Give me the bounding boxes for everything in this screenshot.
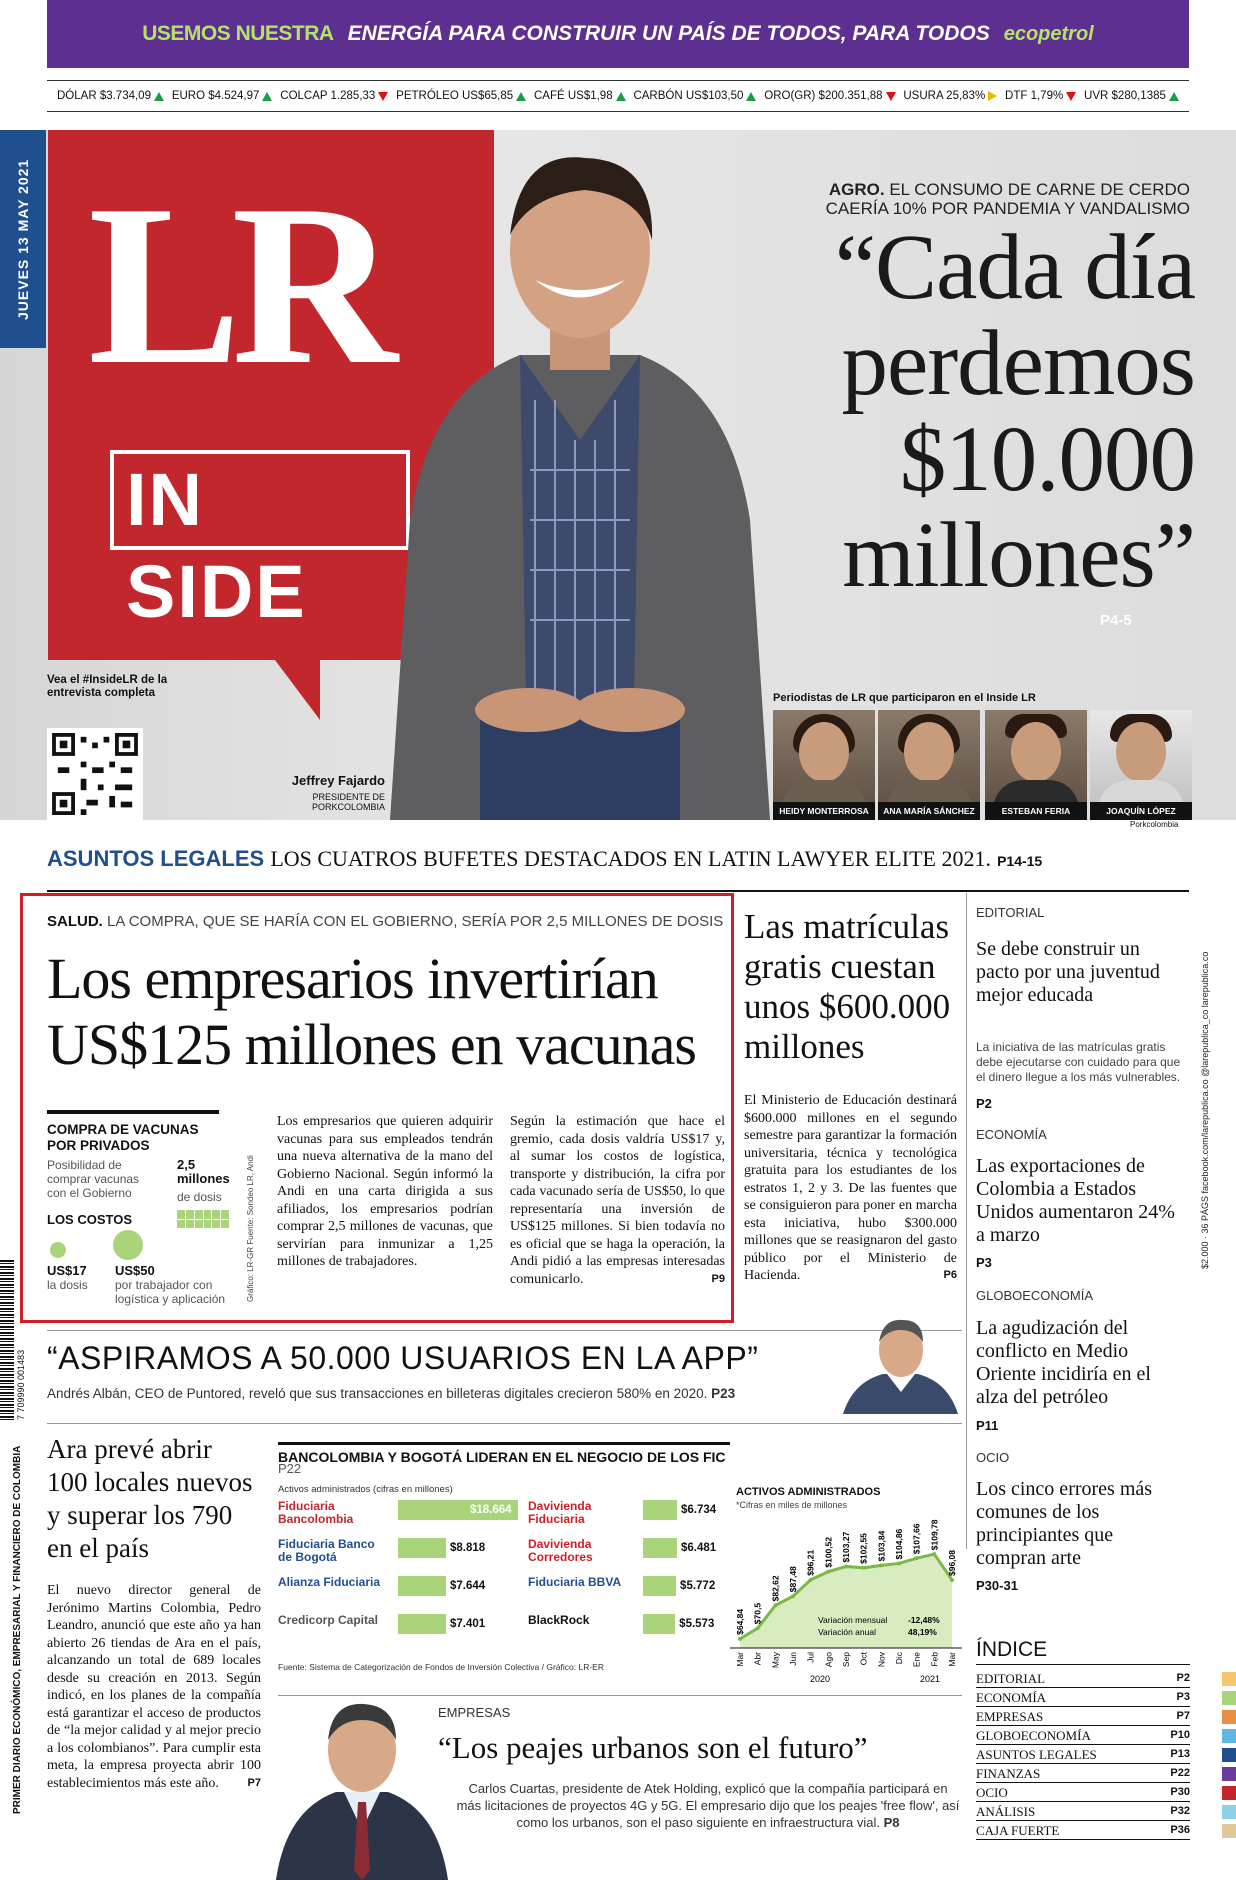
ecopetrol-banner-ad[interactable] [47,0,1189,68]
index-row[interactable] [976,1765,1190,1783]
activos-point [897,1561,901,1565]
index-page: P2 [1176,1672,1190,1684]
newspaper-tagline: PRIMER DIARIO ECONÓMICO, EMPRESARIAL Y FINANCIERO DE COLOMBIA [12,1445,23,1815]
aspiramos-page: P23 [711,1386,736,1401]
index-section: ASUNTOS LEGALES [976,1747,1097,1762]
activos-value-label: $107,66 [911,1523,922,1555]
agro-kicker-line[interactable] [770,180,1190,218]
ticker-value: USURA 25,83% [903,90,986,102]
divider [47,1423,962,1424]
aspiramos-person-photo [843,1312,958,1414]
inside-logo-text: IN SIDE [110,450,410,550]
main-story-kicker-line [47,913,723,930]
activos-month-label: Mar [735,1652,745,1667]
index-row[interactable] [976,1708,1190,1726]
index-row[interactable] [976,1803,1190,1821]
infographic-title: COMPRA DE VACUNAS POR PRIVADOS [47,1122,199,1153]
fic-category-label: BlackRock [528,1613,590,1627]
matriculas-page: P6 [943,1269,957,1281]
activos-month-label: Sep [841,1652,851,1668]
index-section: ANÁLISIS [976,1804,1036,1819]
divider [47,1330,962,1331]
section-divider [47,890,1189,892]
asuntos-legales-teaser[interactable] [47,846,1042,872]
index-page: P30 [1170,1786,1190,1798]
activos-month-label: Mar [947,1652,957,1667]
activos-value-label: $102,55 [858,1533,869,1564]
ticker-value: DÓLAR $3.734,09 [57,90,151,102]
sidebar-section-label: ECONOMÍA [976,1127,1047,1142]
empresas-summary-text: Carlos Cuartas, presidente de Atek Holding, explicó que la compañía participará en más licitaciones de proyectos 4G y 5G. El empresario dijo que los peajes 'free flow', así como los urbanos, son el paso siguiente en infraestructura vial. [456,1781,960,1830]
index-page: P3 [1176,1691,1190,1703]
sidebar-headline[interactable]: La agudización del conflicto en Medio Oriente incidiría en el alza del petróleo [976,1317,1151,1408]
sidebar-divider [966,893,967,1549]
main-headline[interactable]: Los empresarios invertirían US$125 millones en vacunas [47,946,696,1077]
index-row[interactable] [976,1822,1190,1840]
sidebar-page: P11 [976,1418,999,1433]
index-row[interactable] [976,1784,1190,1802]
hero-person-name: Jeffrey Fajardo [291,773,385,788]
activos-value-label: $96,08 [947,1550,957,1577]
index-color-tab [1222,1805,1236,1819]
sidebar-section-label: GLOBOECONOMÍA [976,1288,1094,1303]
arrow-up-icon [154,92,164,101]
arrow-up-icon [1169,92,1179,101]
speech-bubble-tail [260,640,320,720]
matriculas-body [744,1092,957,1285]
agro-kicker: AGRO. [828,180,885,199]
activos-value-label: $96,21 [805,1549,816,1576]
index-color-tab [1222,1691,1236,1705]
index-row[interactable] [976,1727,1190,1745]
arrow-up-icon [746,92,756,101]
photo-credit: Porkcolombia [1130,820,1179,829]
hero-page-ref: P4-5 [1100,612,1132,629]
index-color-tab [1222,1748,1236,1762]
activos-point [915,1556,919,1560]
activos-value-label: $87,48 [788,1566,798,1593]
journalists-label: Periodistas de LR que participaron en el Inside LR [773,692,1036,704]
sidebar-summary: La iniciativa de las matrículas gratis debe ejecutarse con cuidado para que el dinero llegue a los más vulnerables. [976,1040,1181,1084]
empresas-page: P8 [883,1815,900,1830]
fic-chart-source: Fuente: Sistema de Categorización de Fondos de Inversión Colectiva / Gráfico: LR-ER [278,1662,604,1672]
ticker-value: EURO $4.524,97 [171,90,260,102]
cost-per-worker: US$50 [115,1263,155,1278]
journalist-photo [985,710,1087,820]
sidebar-page: P2 [976,1096,992,1111]
activos-point [879,1563,883,1567]
agro-kicker-text: EL CONSUMO DE CARNE DE CERDO CAERÍA 10% POR PANDEMIA Y VANDALISMO [825,180,1190,218]
ticker-item [280,90,388,102]
activos-chart-subtitle: *Cifras en miles de millones [736,1500,848,1510]
journalist-name: JOAQUÍN LÓPEZ [1090,802,1192,820]
fic-category-label: Fiduciaria Banco de Bogotá [278,1537,375,1564]
arrow-down-icon [1066,92,1076,101]
ticker-value: ORO(GR) $200.351,88 [764,90,883,102]
hero-person-role: PRESIDENTE DE PORKCOLOMBIA [311,792,385,812]
arrow-up-icon [516,92,526,101]
fic-value-label: $5.772 [680,1580,716,1592]
ticker-value: DTF 1,79% [1005,90,1064,102]
matriculas-body-text: El Ministerio de Educación destinará $600.000 millones en el segundo semestre para garantizar la formación universitaria, técnica y tecnológica gratuita para los estudiantes de los estratos 1, 2 y 3. De las fuentes que se consiguieron para poner en marcha esta iniciativa, hubo $300.000 millones que se reasignaron del gasto público por el Ministerio de Hacienda. [744,1093,957,1283]
index-section: CAJA FUERTE [976,1823,1060,1838]
activos-value-label: $109,78 [929,1519,940,1551]
activos-point [791,1594,795,1598]
arrow-right-icon [988,91,997,101]
index-section: GLOBOECONOMÍA [976,1728,1091,1743]
ara-headline[interactable]: Ara prevé abrir 100 locales nuevos y superar los 790 en el país [47,1434,253,1563]
aspiramos-summary [47,1386,735,1401]
ticker-item [57,90,164,102]
ticker-item [396,90,526,102]
fic-category-label: Fiduciaria BBVA [528,1575,622,1589]
main-kicker: SALUD. [47,913,103,930]
index-page: P7 [1176,1710,1190,1722]
ara-body-text: El nuevo director general de Jerónimo Martins Colombia, Pedro Leandro, anunció que este año ya han abierto 26 tiendas de Ara en el país, alcanzando un total de 689 locales desde su creación en 2013. Según indicó, en los planes de la compañía está garantizar el acceso de productos de “la mejor calidad y al mejor precio a los colombianos”. Para cumplir esta meta, la empresa proyecta abrir 100 establecimientos más este año. [47,1583,261,1791]
index-title: ÍNDICE [976,1638,1048,1661]
main-story-col2-text: Según la estimación que hace el gremio, cada dosis valdría US$17 y, al sumar los costos de logística, transporte y distribución, la cifra por cada vacunado sería de US$50, lo que representaría una inversión de US$125 millones. Si bien todavía no es oficial que se haga la operación, la Andi pidió a las empresas interesadas comunicarlo. [510,1114,725,1287]
dose-label: de dosis [177,1190,222,1204]
activos-month-label: Jun [788,1652,798,1666]
dose-grid-icon [177,1210,229,1228]
main-story-col1: Los empresarios que quieren adquirir vacunas para sus empleados tendrán una nueva alternativa de la mano del Gobierno Nacional. Según informó la Andi en una carta dirigida a sus afiliados, los empresarios podrían comprar 2,5 millones de vacunas, que servirían para inmunizar a 1,25 millones de trabajadores. [277,1114,493,1269]
ticker-value: PETRÓLEO US$65,85 [396,90,514,102]
ticker-item [1005,90,1076,102]
asuntos-kicker: ASUNTOS LEGALES [47,846,265,871]
video-callout: Vea el #InsideLR de la entrevista completa [47,674,168,699]
sidebar-page: P30-31 [976,1578,1018,1593]
fic-value-label: $7.401 [450,1618,486,1630]
activos-month-label: Feb [929,1652,940,1667]
fic-bar [643,1500,677,1520]
barcode-icon [0,1260,14,1420]
cost-per-dose: US$17 [47,1263,87,1278]
ticker-item [633,90,756,102]
ticker-item [903,90,997,102]
activos-chart-title: ACTIVOS ADMINISTRADOS [736,1486,881,1498]
index-section: ECONOMÍA [976,1690,1047,1705]
fic-bar [643,1614,675,1634]
activos-value-label: $100,52 [823,1536,834,1568]
barcode-number: 7 709990 001483 [16,1349,26,1420]
activos-month-label: Abr [752,1652,763,1666]
matriculas-headline[interactable]: Las matrículas gratis cuestan unos $600.000 millones [744,907,951,1066]
infographic-subtitle: Posibilidad de comprar vacunas con el Gobierno [47,1158,140,1200]
activos-note-value: 48,19% [908,1627,937,1637]
ticker-value: CARBÓN US$103,50 [633,90,744,102]
asuntos-page: P14-15 [997,853,1043,869]
activos-month-label: Jul [805,1652,816,1663]
activos-value-label: $70,5 [752,1602,763,1625]
activos-month-label: May [770,1652,781,1669]
empresas-person-photo [276,1680,448,1880]
fic-category-label: Fiduciaria Bancolombia [278,1499,354,1526]
fic-chart-ylabel: Activos administrados (cifras en millones) [278,1484,453,1495]
ticker-item [534,90,626,102]
arrow-up-icon [616,92,626,101]
journalist-name: HEIDY MONTERROSA [773,802,875,820]
market-ticker [47,80,1189,112]
ticker-value: CAFÉ US$1,98 [533,90,613,102]
empresas-section-label: EMPRESAS [438,1705,511,1720]
edition-date: JUEVES 13 MAY 2021 [0,130,46,348]
journalist-photo [878,710,980,820]
activos-month-label: Dic [894,1652,904,1665]
hero-quote-headline[interactable]: “Cada día perdemos $10.000 millones” [834,216,1195,607]
activos-point [773,1603,777,1607]
sidebar-page: P3 [976,1255,992,1270]
activos-value-label: $64,84 [735,1608,745,1635]
activos-point [809,1578,813,1582]
activos-point [932,1552,936,1556]
index-color-tab [1222,1710,1236,1724]
ticker-value: UVR $280,1385 [1084,90,1166,102]
activos-value-label: $103,27 [841,1531,851,1563]
costs-label: LOS COSTOS [47,1212,132,1227]
fic-value-label: $8.818 [450,1542,486,1554]
cost-dot-small-icon [50,1242,66,1258]
journalist-photo [773,710,875,820]
activos-year-label: 2021 [920,1674,941,1684]
aspiramos-headline[interactable]: “ASPIRAMOS A 50.000 USUARIOS EN LA APP” [47,1340,759,1376]
sidebar-section-label: OCIO [976,1450,1010,1465]
main-story-col2 [510,1113,725,1288]
activos-note-label: Variación mensual [818,1615,888,1625]
empresas-summary [456,1780,960,1831]
activos-month-label: Oct [858,1652,869,1666]
dose-count: 2,5 millones [177,1157,230,1186]
journalist-name: ESTEBAN FERIA [985,802,1087,820]
activos-note-value: -12,48% [908,1615,940,1625]
fic-bar [398,1538,446,1558]
ticker-item [172,90,273,102]
index-color-tab [1222,1786,1236,1800]
activos-point [950,1578,954,1582]
activos-point [826,1570,830,1574]
activos-point [844,1564,848,1568]
fic-bar [398,1576,446,1596]
fic-value-label: $6.734 [681,1504,717,1516]
fic-value-label: $5.573 [679,1618,715,1630]
activos-year-label: 2020 [810,1674,831,1684]
fic-value-label: $6.481 [681,1542,717,1554]
arrow-down-icon [378,92,388,101]
index-rule [976,1664,1190,1665]
index-page: P10 [1170,1729,1190,1741]
cost-per-worker-label: por trabajador con logística y aplicación [115,1278,226,1306]
ticker-item [764,90,895,102]
index-section: OCIO [976,1785,1008,1800]
journalist-name: ANA MARÍA SÁNCHEZ [878,802,980,820]
ara-page: P7 [247,1776,261,1789]
hero-person-photo [370,140,790,820]
index-page: P32 [1170,1805,1190,1817]
ara-body [47,1582,261,1792]
fic-category-label: Davivienda Fiduciaria [528,1499,592,1526]
asuntos-text: LOS CUATROS BUFETES DESTACADOS EN LATIN LAWYER ELITE 2021. [270,846,991,871]
fic-bar [643,1538,677,1558]
qr-code-icon[interactable] [47,728,143,820]
arrow-up-icon [262,92,272,101]
activos-value-label: $103,84 [876,1530,887,1562]
main-story-page: P9 [711,1272,725,1285]
fic-chart-title: BANCOLOMBIA Y BOGOTÁ LIDERAN EN EL NEGOCIO DE LOS FIC [278,1442,730,1465]
cost-dot-large-icon [113,1230,143,1260]
activos-point [756,1626,760,1630]
index-color-tab [1222,1824,1236,1838]
index-row[interactable] [976,1670,1190,1688]
banner-text-1: USEMOS NUESTRA [142,22,334,45]
fic-category-label: Davivienda Corredores [528,1537,593,1564]
index-page: P36 [1170,1824,1190,1836]
activos-line-chart [730,1510,962,1685]
infographic-credit: Gráfico: LR-GR Fuente: Sondeo LR, Andi [246,1155,255,1302]
sidebar-headline[interactable]: Se debe construir un pacto por una juventud mejor educada [976,938,1160,1006]
index-color-tab [1222,1767,1236,1781]
banner-text-2: ENERGÍA PARA CONSTRUIR UN PAÍS DE TODOS, PARA TODOS [347,22,990,45]
fic-bar [643,1576,676,1596]
cost-per-dose-label: la dosis [47,1278,88,1292]
activos-month-label: Nov [876,1652,887,1668]
index-page: P22 [1170,1767,1190,1779]
index-color-tab [1222,1729,1236,1743]
sidebar-headline[interactable]: Los cinco errores más comunes de los principiantes que compran arte [976,1478,1153,1569]
empresas-headline[interactable]: “Los peajes urbanos son el futuro” [438,1730,868,1765]
activos-month-label: Ene [911,1652,922,1668]
arrow-down-icon [886,92,896,101]
sidebar-headline[interactable]: Las exportaciones de Colombia a Estados Unidos aumentaron 24% a marzo [976,1155,1175,1246]
aspiramos-summary-text: Andrés Albán, CEO de Puntored, reveló que sus transacciones en billeteras digitales crecieron 580% en 2020. [47,1386,708,1401]
index-section: EDITORIAL [976,1671,1046,1686]
index-color-tab [1222,1672,1236,1686]
sidebar-section-label: EDITORIAL [976,905,1045,920]
activos-month-label: Ago [823,1652,834,1668]
activos-note-label: Variación anual [818,1627,876,1637]
index-section: EMPRESAS [976,1709,1044,1724]
fic-chart-page: P22 [278,1461,302,1476]
fic-category-label: Credicorp Capital [278,1613,379,1627]
activos-value-label: $82,62 [770,1575,781,1602]
lr-logo-text: LR [88,157,388,412]
index-row[interactable] [976,1689,1190,1707]
index-row[interactable] [976,1746,1190,1764]
activos-point [738,1637,742,1641]
fic-bar [398,1614,446,1634]
ecopetrol-logo: ecopetrol [1003,22,1094,45]
activos-value-label: $104,86 [894,1528,904,1560]
index-section: FINANZAS [976,1766,1041,1781]
activos-point [862,1566,866,1570]
ticker-value: COLCAP 1.285,33 [280,90,376,102]
main-kicker-text: LA COMPRA, QUE SE HARÍA CON EL GOBIERNO, SERÍA POR 2,5 MILLONES DE DOSIS [107,913,724,930]
fic-category-label: Alianza Fiduciaria [278,1575,381,1589]
journalist-photo [1090,710,1192,820]
fic-value-label: $7.644 [450,1580,486,1592]
ticker-item [1084,90,1179,102]
price-and-social-vertical: $2.000 · 36 PÁGS facebook.com/larepublica.co @larepublica_co larepublica.co [1200,951,1210,1269]
index-page: P13 [1170,1748,1190,1760]
fic-value-label: $18.664 [470,1504,512,1516]
